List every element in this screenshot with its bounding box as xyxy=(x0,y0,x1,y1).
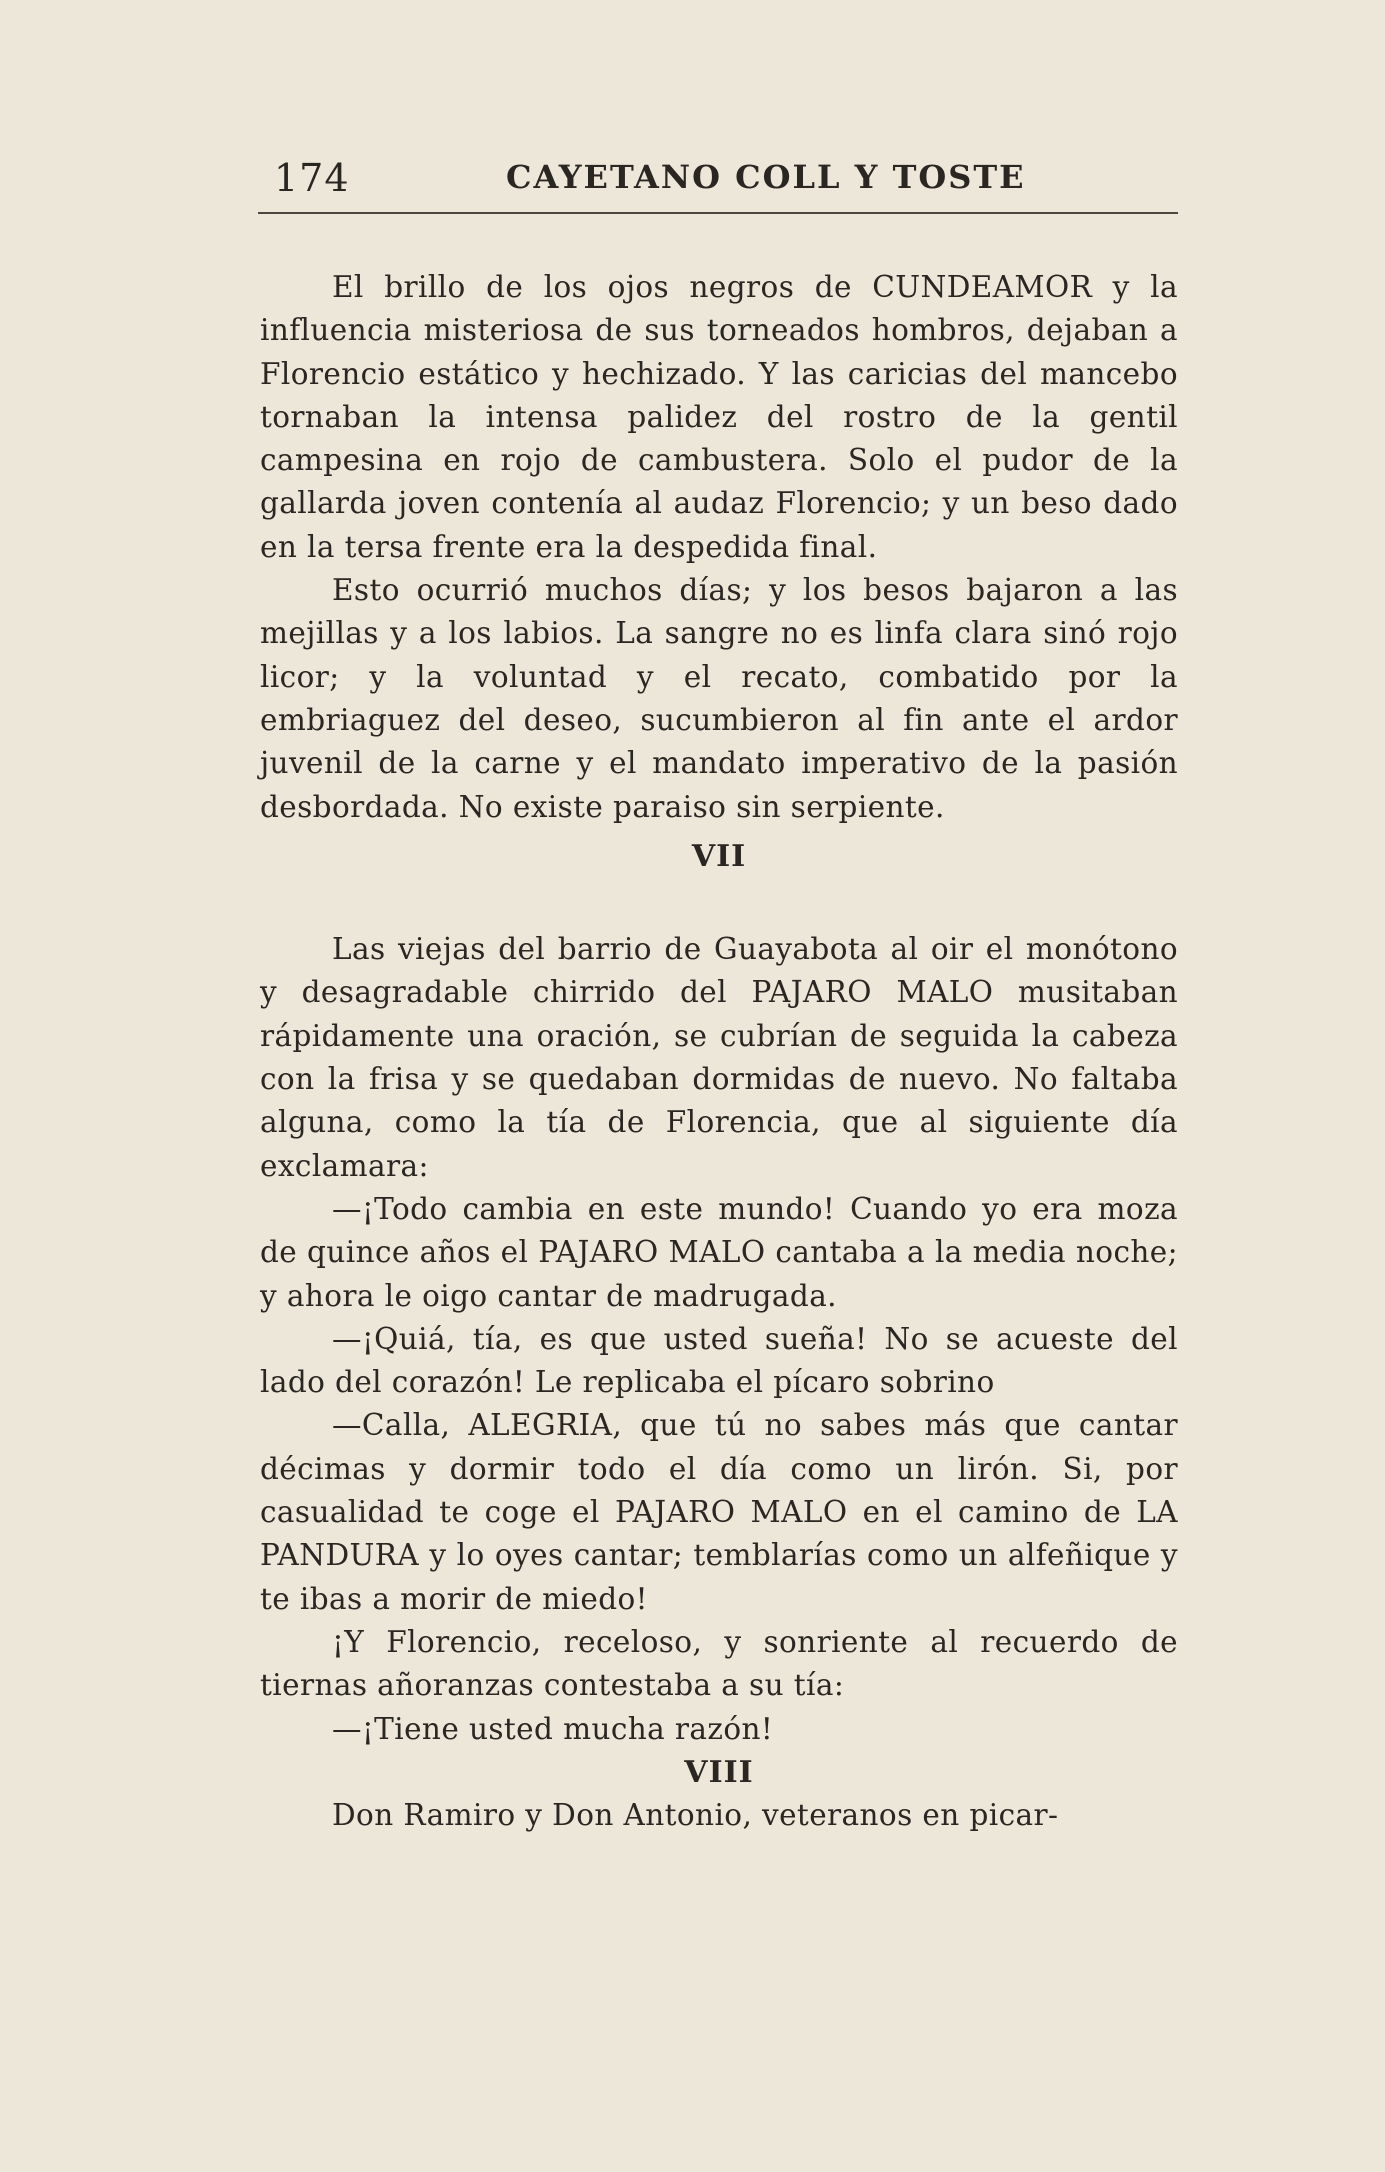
section-heading-vii: VII xyxy=(691,838,747,874)
page-header xyxy=(258,146,1178,212)
dialogue-line: —¡Tiene usted mucha razón! xyxy=(332,1711,774,1746)
page-number: 174 xyxy=(274,156,350,200)
dialogue-line: —¡Quiá, tía, es que usted sueña! No se acueste del lado del corazón! Le replicaba el pícaro sobrino xyxy=(260,1321,1178,1400)
body-text xyxy=(260,266,1178,1837)
header-rule xyxy=(258,212,1178,214)
dialogue-line: —Calla, ALEGRIA, que tú no sabes más que cantar décimas y dormir todo el día como un lirón. Si, por casualidad te coge el PAJARO MALO en el camino de LA PANDURA y lo oyes cantar; temblarías como un alfeñique y te ibas a morir de miedo! xyxy=(260,1408,1178,1616)
paragraph: El brillo de los ojos negros de CUNDEAMOR y la influencia misteriosa de sus torneados hombros, dejaban a Florencio estático y hechizado. Y las caricias del mancebo tornaban la intensa palidez del rostro de la gentil campesina en rojo de cambustera. Solo el pudor de la gallarda joven contenía al audaz Florencio; y un beso dado en la tersa frente era la despedida final. xyxy=(260,270,1178,564)
running-title: CAYETANO COLL Y TOSTE xyxy=(506,158,1026,196)
paragraph: Las viejas del barrio de Guayabota al oir el monótono y desagradable chirrido del PAJARO MALO musitaban rápidamente una oración, se cubrían de seguida la cabeza con la frisa y se quedaban dormidas de nuevo. No faltaba alguna, como la tía de Florencia, que al siguiente día exclamara: xyxy=(260,932,1178,1183)
paragraph: Don Ramiro y Don Antonio, veteranos en picar- xyxy=(332,1798,1059,1833)
paragraph: ¡Y Florencio, receloso, y sonriente al recuerdo de tiernas añoranzas contestaba a su tía: xyxy=(260,1624,1178,1703)
paragraph: Esto ocurrió muchos días; y los besos bajaron a las mejillas y a los labios. La sangre no es linfa clara sinó rojo licor; y la voluntad y el recato, combatido por la embriaguez del deseo, sucumbieron al fin ante el ardor juvenil de la carne y el mandato imperativo de la pasión desbordada. No existe paraiso sin serpiente. xyxy=(260,573,1178,824)
dialogue-line: —¡Todo cambia en este mundo! Cuando yo era moza de quince años el PAJARO MALO cantaba a la media noche; y ahora le oigo cantar de madrugada. xyxy=(260,1191,1178,1313)
section-heading-viii: VIII xyxy=(684,1754,754,1790)
